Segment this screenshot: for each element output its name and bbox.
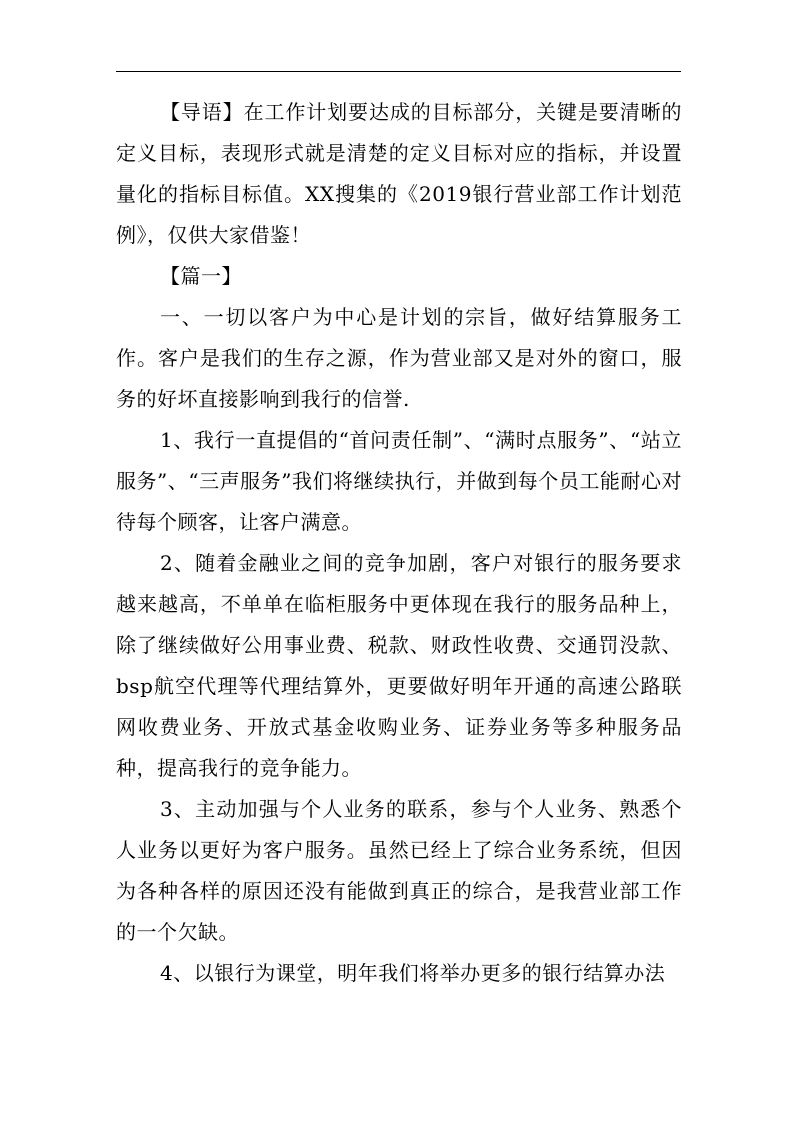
paragraph-1: 一、一切以客户为中心是计划的宗旨，做好结算服务工作。客户是我们的生存之源，作为营业部又是对外的窗口，服务的好坏直接影响到我行的信誉. bbox=[116, 305, 682, 411]
paragraph-3: 2、随着金融业之间的竞争加剧，客户对银行的服务要求越来越高，不单单在临柜服务中更体现在我行的服务品种上，除了继续做好公用事业费、税款、财政性收费、交通罚没款、bsp航空代理等代理结算外，更要做好明年开通的高速公路联网收费业务、开放式基金收购业务、证券业务等多种服务品种，提高我行的竞争能力。 bbox=[116, 551, 682, 780]
header-rule bbox=[116, 71, 681, 72]
document-body bbox=[116, 92, 682, 994]
paragraph-4: 3、主动加强与个人业务的联系，参与个人业务、熟悉个人业务以更好为客户服务。虽然已经上了综合业务系统，但因为各种各样的原因还没有能做到真正的综合，是我营业部工作的一个欠缺。 bbox=[116, 797, 682, 944]
paragraph-5: 4、以银行为课堂，明年我们将举办更多的银行结算办法 bbox=[160, 961, 666, 985]
section-title: 【篇一】 bbox=[160, 264, 242, 288]
paragraph-2: 1、我行一直提倡的“首问责任制”、“满时点服务”、“站立服务”、“三声服务”我们将继续执行，并做到每个员工能耐心对待每个顾客，让客户满意。 bbox=[116, 428, 682, 534]
intro-paragraph: 【导语】在工作计划要达成的目标部分，关键是要清晰的定义目标，表现形式就是清楚的定义目标对应的指标，并设置量化的指标目标值。XX搜集的《2019银行营业部工作计划范例》，仅供大家借鉴！ bbox=[116, 100, 682, 247]
